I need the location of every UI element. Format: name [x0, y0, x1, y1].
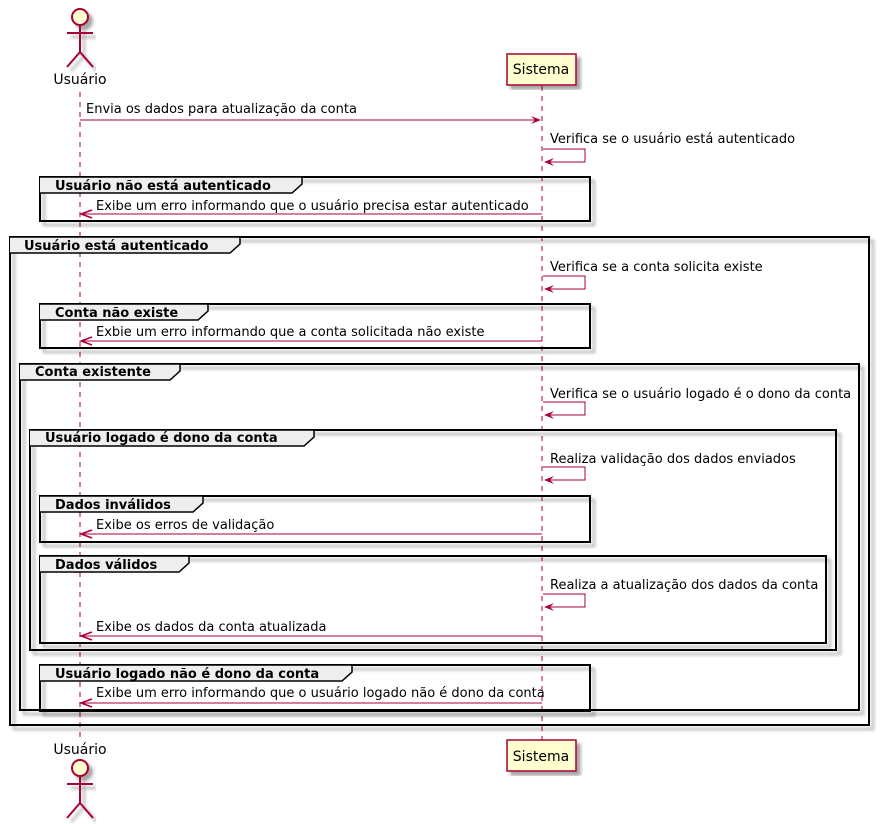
frame-label: Dados inválidos [55, 498, 171, 513]
participant-label-user-top: Usuário [53, 72, 107, 88]
frame-label: Dados válidos [55, 558, 158, 573]
message-label: Exibe os dados da conta atualizada [96, 620, 327, 635]
participant-label-user-bottom: Usuário [53, 742, 107, 758]
frame-label: Usuário logado é dono da conta [45, 431, 278, 446]
frame-label: Conta não existe [55, 306, 179, 321]
message-label: Verifica se a conta solicita existe [550, 260, 763, 275]
actor-icon-user-top [67, 9, 93, 67]
message-label: Realiza validação dos dados enviados [550, 452, 796, 467]
message-label: Verifica se o usuário logado é o dono da conta [550, 387, 852, 402]
message-label: Realiza a atualização dos dados da conta [550, 578, 819, 593]
participant-label-system-bottom: Sistema [512, 749, 570, 765]
message-label: Verifica se o usuário está autenticado [550, 132, 796, 147]
message-label: Exibe um erro informando que o usuário logado não é dono da conta [96, 686, 545, 701]
message-label: Exibe os erros de validação [96, 518, 275, 533]
frame-label: Usuário não está autenticado [55, 179, 271, 194]
actor-icon-user-bottom [67, 760, 93, 818]
frame-label: Usuário logado não é dono da conta [55, 667, 320, 682]
alt-frame [20, 364, 859, 710]
frame-label: Conta existente [35, 365, 151, 380]
message-label: Envia os dados para atualização da conta [86, 102, 357, 117]
frame-label: Usuário está autenticado [24, 239, 209, 254]
message-label: Exbie um erro informando que a conta solicitada não existe [96, 325, 485, 340]
participant-label-system-top: Sistema [512, 62, 570, 78]
message-label: Exibe um erro informando que o usuário precisa estar autenticado [96, 199, 529, 214]
